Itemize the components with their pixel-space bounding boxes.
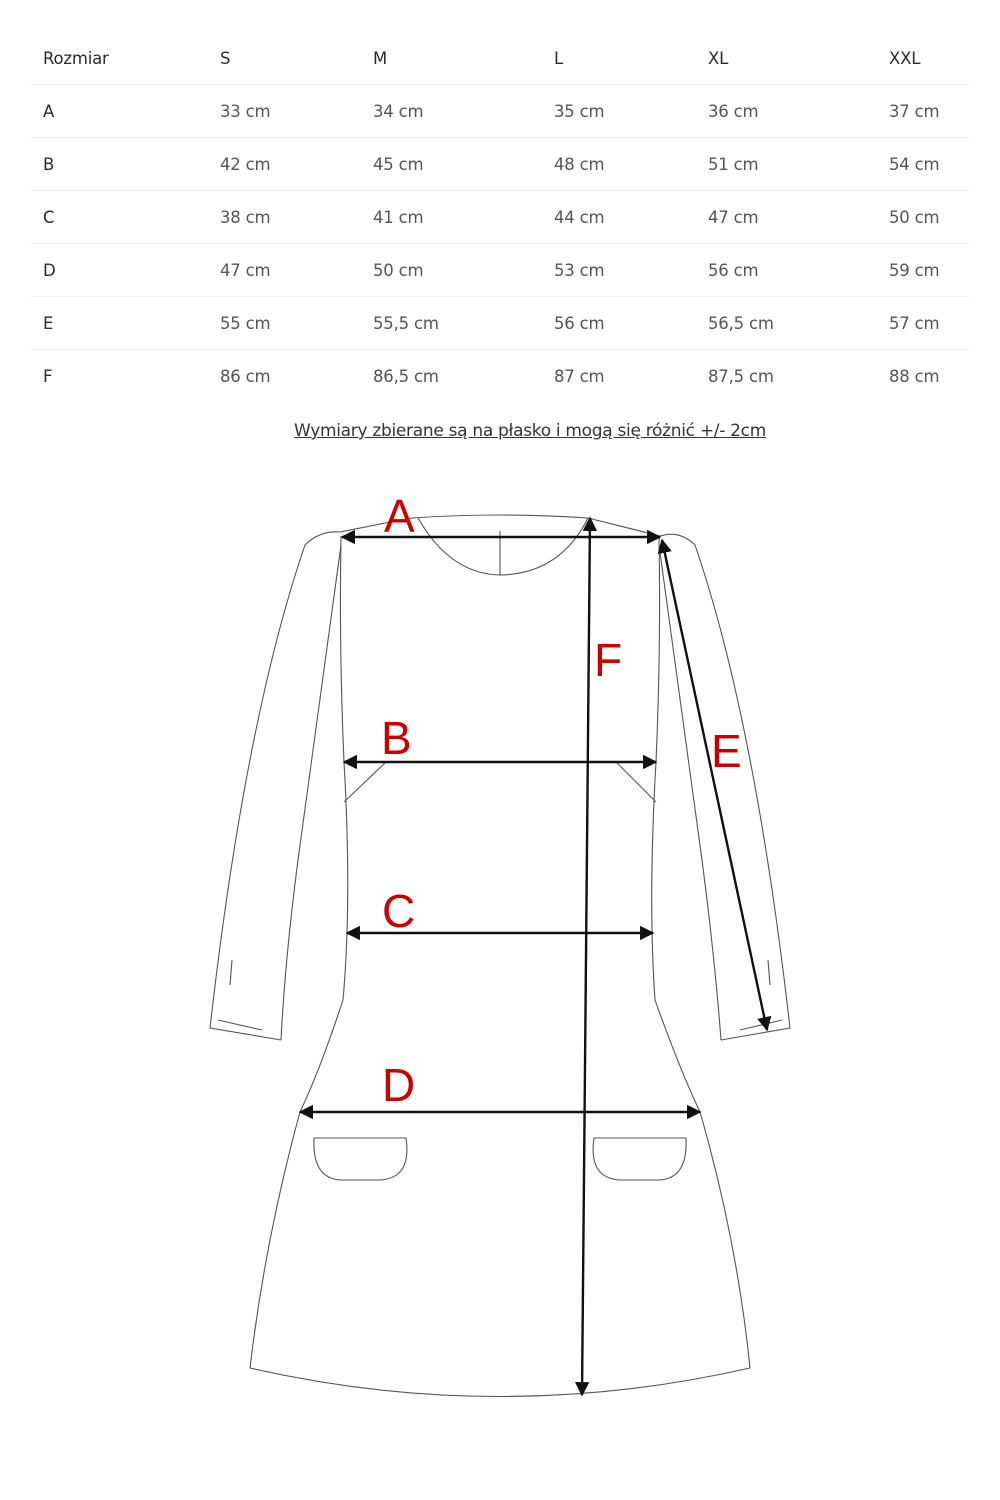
table-cell: 50 cm: [360, 244, 541, 297]
table-cell: 37 cm: [876, 85, 970, 138]
row-label: F: [43, 366, 53, 386]
row-label: A: [30, 85, 207, 138]
row-label: E: [30, 297, 207, 350]
table-cell: 45 cm: [360, 138, 541, 191]
table-cell: 47 cm: [207, 244, 360, 297]
header-cell: S: [207, 32, 360, 85]
table-cell: 34 cm: [360, 85, 541, 138]
table-cell: 42 cm: [207, 138, 360, 191]
header-cell: XXL: [876, 32, 970, 85]
table-cell: 54 cm: [876, 138, 970, 191]
table-cell: 86 cm: [220, 366, 271, 386]
row-label: C: [30, 191, 207, 244]
header-cell: M: [360, 32, 541, 85]
label-d: D: [382, 1059, 416, 1111]
table-cell: 50 cm: [876, 191, 970, 244]
table-cell: 56 cm: [541, 297, 695, 350]
dress-outline: [210, 515, 790, 1397]
label-f: F: [594, 634, 623, 686]
measurement-note: Wymiary zbierane są na płasko i mogą się różnić +/- 2cm: [294, 421, 766, 441]
table-cell: 53 cm: [541, 244, 695, 297]
measurement-labels: [381, 490, 742, 1111]
arrow-e: [662, 540, 767, 1030]
table-cell: 56 cm: [695, 244, 876, 297]
row-label: B: [30, 138, 207, 191]
header-cell: L: [541, 32, 695, 85]
table-cell: 41 cm: [360, 191, 541, 244]
table-cell: 56,5 cm: [695, 297, 876, 350]
label-b: B: [381, 712, 412, 764]
label-a: A: [384, 490, 415, 542]
table-cell: 44 cm: [541, 191, 695, 244]
header-cell: XL: [695, 32, 876, 85]
header-cell: Rozmiar: [30, 32, 207, 85]
row-label: D: [30, 244, 207, 297]
label-c: C: [382, 885, 416, 937]
measurement-arrows: [300, 518, 767, 1395]
table-cell: 87 cm: [554, 366, 605, 386]
table-cell: 48 cm: [541, 138, 695, 191]
table-cell: 36 cm: [695, 85, 876, 138]
table-cell: 55 cm: [207, 297, 360, 350]
table-cell: 38 cm: [207, 191, 360, 244]
table-cell: 51 cm: [695, 138, 876, 191]
table-cell: 35 cm: [541, 85, 695, 138]
table-cell: 87,5 cm: [708, 366, 774, 386]
table-cell: 86,5 cm: [373, 366, 439, 386]
table-cell: 47 cm: [695, 191, 876, 244]
table-cell: 33 cm: [207, 85, 360, 138]
table-cell: 88 cm: [889, 366, 940, 386]
arrow-f: [582, 518, 590, 1395]
table-cell: 59 cm: [876, 244, 970, 297]
table-cell: 57 cm: [876, 297, 970, 350]
table-cell: 55,5 cm: [360, 297, 541, 350]
label-e: E: [711, 725, 742, 777]
